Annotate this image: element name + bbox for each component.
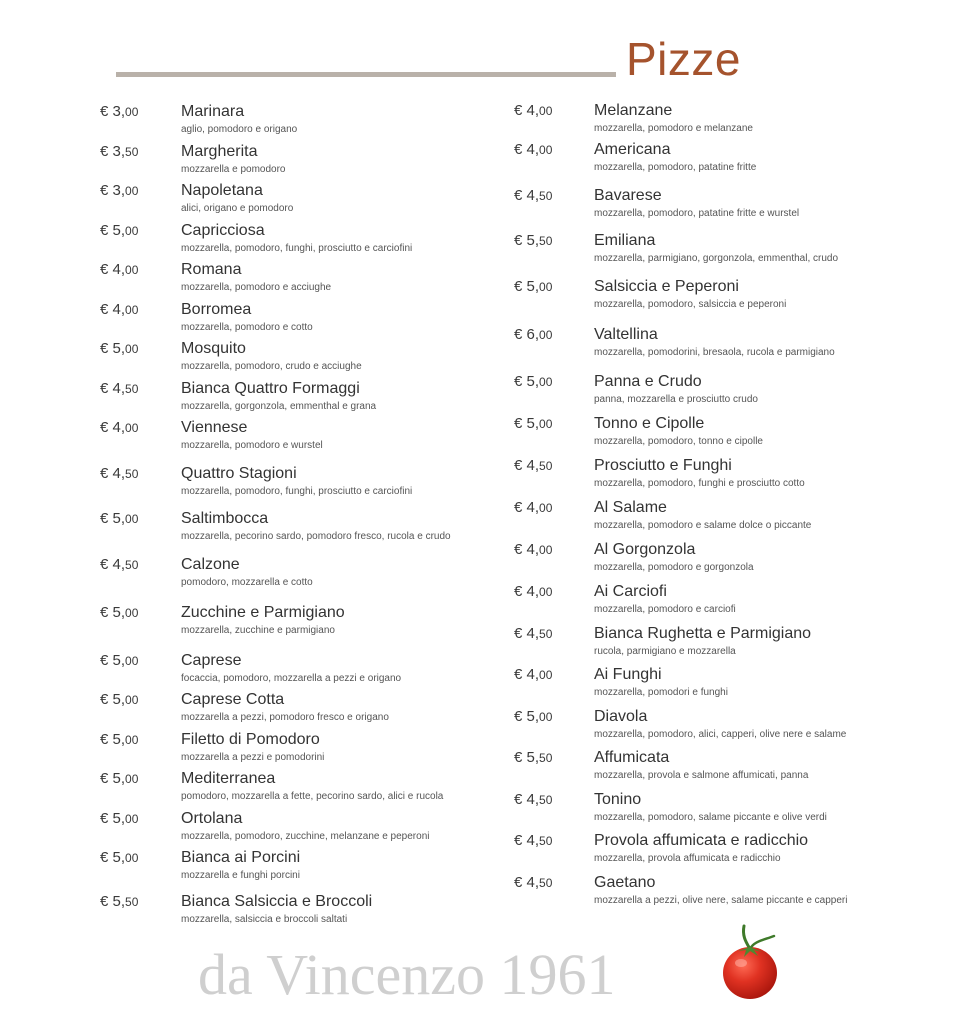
- item-name: Caprese Cotta: [181, 691, 285, 708]
- menu-item: [0, 340, 470, 380]
- menu-item: [410, 666, 880, 706]
- menu-item: [410, 373, 880, 413]
- item-description: mozzarella, parmigiano, gorgonzola, emmenthal, crudo: [594, 253, 839, 264]
- item-price: € 4,00: [514, 666, 553, 683]
- item-price: € 5,00: [100, 222, 139, 239]
- item-name: Ortolana: [181, 810, 243, 827]
- item-price: € 4,00: [514, 541, 553, 558]
- menu-item: [410, 278, 880, 318]
- item-price: € 4,00: [100, 419, 139, 436]
- item-price: € 4,00: [514, 102, 553, 119]
- item-name: Bianca ai Porcini: [181, 849, 301, 866]
- item-description: mozzarella, pomodoro e gorgonzola: [594, 562, 754, 573]
- menu-item: [410, 102, 880, 142]
- item-name: Salsiccia e Peperoni: [594, 278, 739, 295]
- item-price: € 3,50: [100, 143, 139, 160]
- item-name: Affumicata: [594, 749, 670, 766]
- item-price: € 5,00: [100, 770, 139, 787]
- menu-item: [0, 556, 470, 596]
- item-name: Romana: [181, 261, 242, 278]
- item-name: Zucchine e Parmigiano: [181, 604, 345, 621]
- item-description: mozzarella, pomodoro e acciughe: [181, 282, 332, 293]
- item-name: Valtellina: [594, 326, 658, 343]
- item-description: mozzarella, provola affumicata e radicchio: [594, 853, 781, 864]
- item-description: rucola, parmigiano e mozzarella: [594, 646, 736, 657]
- item-price: € 3,00: [100, 103, 139, 120]
- item-price: € 5,00: [100, 810, 139, 827]
- item-description: mozzarella, pomodoro e melanzane: [594, 123, 753, 134]
- tomato-icon: [718, 922, 784, 1002]
- item-description: panna, mozzarella e prosciutto crudo: [594, 394, 758, 405]
- item-name: Capricciosa: [181, 222, 265, 239]
- item-name: Melanzane: [594, 102, 673, 119]
- item-price: € 5,50: [100, 893, 139, 910]
- item-price: € 4,50: [100, 380, 139, 397]
- item-price: € 4,00: [100, 261, 139, 278]
- menu-item: [0, 419, 470, 459]
- item-description: pomodoro, mozzarella e cotto: [181, 577, 313, 588]
- menu-item: [410, 326, 880, 366]
- item-price: € 4,50: [514, 874, 553, 891]
- item-name: Viennese: [181, 419, 248, 436]
- item-name: Quattro Stagioni: [181, 465, 297, 482]
- menu-item: [0, 849, 470, 889]
- item-name: Ai Carciofi: [594, 583, 667, 600]
- item-name: Mosquito: [181, 340, 246, 357]
- item-description: mozzarella e pomodoro: [181, 164, 286, 175]
- item-description: mozzarella, pomodoro, patatine fritte: [594, 162, 757, 173]
- item-description: mozzarella, pomodoro, crudo e acciughe: [181, 361, 362, 372]
- item-price: € 5,50: [514, 749, 553, 766]
- item-price: € 4,50: [514, 832, 553, 849]
- item-name: Mediterranea: [181, 770, 276, 787]
- item-description: mozzarella, pomodoro, zucchine, melanzane e peperoni: [181, 831, 430, 842]
- item-description: mozzarella, pomodoro, salame piccante e olive verdi: [594, 812, 827, 823]
- item-price: € 5,00: [100, 340, 139, 357]
- menu-item: [410, 583, 880, 623]
- item-description: mozzarella a pezzi, olive nere, salame piccante e capperi: [594, 895, 848, 906]
- item-description: focaccia, pomodoro, mozzarella a pezzi e origano: [181, 673, 402, 684]
- item-name: Al Gorgonzola: [594, 541, 696, 558]
- item-name: Calzone: [181, 556, 240, 573]
- item-price: € 4,00: [514, 583, 553, 600]
- item-price: € 5,00: [100, 691, 139, 708]
- menu-item: [0, 731, 470, 771]
- menu-item: [0, 103, 470, 143]
- menu-item: [0, 301, 470, 341]
- menu-item: [0, 652, 470, 692]
- item-price: € 3,00: [100, 182, 139, 199]
- item-description: mozzarella, pomodori e funghi: [594, 687, 728, 698]
- item-name: Bianca Quattro Formaggi: [181, 380, 360, 397]
- item-price: € 6,00: [514, 326, 553, 343]
- menu-item: [410, 791, 880, 831]
- item-price: € 5,00: [514, 708, 553, 725]
- item-description: mozzarella e funghi porcini: [181, 870, 300, 881]
- menu-item: [0, 143, 470, 183]
- item-price: € 4,50: [514, 625, 553, 642]
- item-price: € 4,00: [514, 499, 553, 516]
- item-name: Emiliana: [594, 232, 656, 249]
- item-price: € 4,50: [100, 556, 139, 573]
- item-name: Margherita: [181, 143, 258, 160]
- item-name: Ai Funghi: [594, 666, 662, 683]
- item-description: mozzarella, pomodoro e carciofi: [594, 604, 736, 615]
- menu-item: [410, 749, 880, 789]
- item-price: € 4,50: [514, 187, 553, 204]
- item-name: Prosciutto e Funghi: [594, 457, 732, 474]
- item-price: € 5,50: [514, 232, 553, 249]
- menu-item: [0, 510, 470, 550]
- item-price: € 4,50: [100, 465, 139, 482]
- item-description: mozzarella, pecorino sardo, pomodoro fresco, rucola e crudo: [181, 531, 451, 542]
- item-description: pomodoro, mozzarella a fette, pecorino sardo, alici e rucola: [181, 791, 444, 802]
- item-description: mozzarella, pomodoro, patatine fritte e wurstel: [594, 208, 800, 219]
- item-description: mozzarella, pomodorini, bresaola, rucola e parmigiano: [594, 347, 835, 358]
- item-description: mozzarella, zucchine e parmigiano: [181, 625, 335, 636]
- item-name: Bavarese: [594, 187, 662, 204]
- item-name: Borromea: [181, 301, 252, 318]
- item-description: mozzarella, pomodoro, alici, capperi, olive nere e salame: [594, 729, 847, 740]
- item-name: Saltimbocca: [181, 510, 269, 527]
- menu-item: [410, 457, 880, 497]
- menu-item: [410, 499, 880, 539]
- menu-item: [0, 691, 470, 731]
- menu-item: [410, 832, 880, 872]
- menu-item: [410, 541, 880, 581]
- item-description: mozzarella, pomodoro, tonno e cipolle: [594, 436, 763, 447]
- item-name: Caprese: [181, 652, 242, 669]
- item-price: € 5,00: [100, 652, 139, 669]
- menu-item: [410, 415, 880, 455]
- menu-item: [410, 874, 880, 914]
- item-description: mozzarella, pomodoro, funghi e prosciutto cotto: [594, 478, 805, 489]
- item-price: € 5,00: [100, 510, 139, 527]
- item-name: Americana: [594, 141, 671, 158]
- item-name: Tonno e Cipolle: [594, 415, 705, 432]
- item-name: Bianca Salsiccia e Broccoli: [181, 893, 373, 910]
- item-price: € 5,00: [514, 415, 553, 432]
- item-price: € 5,00: [100, 604, 139, 621]
- menu-item: [410, 625, 880, 665]
- page-title: Pizze: [626, 33, 741, 85]
- footer-brand: da Vincenzo 1961: [198, 942, 616, 1007]
- item-description: mozzarella, pomodoro e cotto: [181, 322, 313, 333]
- menu-item: [410, 187, 880, 227]
- menu-item: [410, 232, 880, 272]
- menu-item: [0, 222, 470, 262]
- item-name: Gaetano: [594, 874, 656, 891]
- item-description: mozzarella, provola e salmone affumicati, panna: [594, 770, 809, 781]
- menu-item: [0, 893, 470, 933]
- item-description: mozzarella, pomodoro, funghi, prosciutto e carciofini: [181, 486, 413, 497]
- item-description: mozzarella, pomodoro, funghi, prosciutto e carciofini: [181, 243, 413, 254]
- menu-item: [0, 604, 470, 644]
- item-description: mozzarella a pezzi, pomodoro fresco e origano: [181, 712, 389, 723]
- item-description: mozzarella, pomodoro e wurstel: [181, 440, 323, 451]
- item-description: aglio, pomodoro e origano: [181, 124, 298, 135]
- item-description: mozzarella a pezzi e pomodorini: [181, 752, 325, 763]
- item-description: alici, origano e pomodoro: [181, 203, 294, 214]
- menu-item: [0, 261, 470, 301]
- item-description: mozzarella, pomodoro, salsiccia e peperoni: [594, 299, 787, 310]
- item-name: Panna e Crudo: [594, 373, 702, 390]
- menu-item: [0, 380, 470, 420]
- menu-item: [0, 810, 470, 850]
- item-name: Napoletana: [181, 182, 263, 199]
- item-name: Diavola: [594, 708, 648, 725]
- menu-item: [0, 465, 470, 505]
- item-name: Bianca Rughetta e Parmigiano: [594, 625, 812, 642]
- item-name: Provola affumicata e radicchio: [594, 832, 809, 849]
- item-name: Al Salame: [594, 499, 667, 516]
- item-price: € 4,00: [514, 141, 553, 158]
- item-price: € 4,50: [514, 457, 553, 474]
- menu-item: [410, 141, 880, 181]
- title-rule: [116, 72, 616, 77]
- item-description: mozzarella, gorgonzola, emmenthal e grana: [181, 401, 377, 412]
- item-price: € 5,00: [100, 731, 139, 748]
- item-description: mozzarella, salsiccia e broccoli saltati: [181, 914, 348, 925]
- item-price: € 4,00: [100, 301, 139, 318]
- item-name: Filetto di Pomodoro: [181, 731, 320, 748]
- item-price: € 5,00: [514, 373, 553, 390]
- menu-item: [410, 708, 880, 748]
- item-price: € 5,00: [514, 278, 553, 295]
- item-price: € 4,50: [514, 791, 553, 808]
- item-name: Tonino: [594, 791, 642, 808]
- item-price: € 5,00: [100, 849, 139, 866]
- item-description: mozzarella, pomodoro e salame dolce o piccante: [594, 520, 812, 531]
- menu-item: [0, 770, 470, 810]
- menu-item: [0, 182, 470, 222]
- item-name: Marinara: [181, 103, 245, 120]
